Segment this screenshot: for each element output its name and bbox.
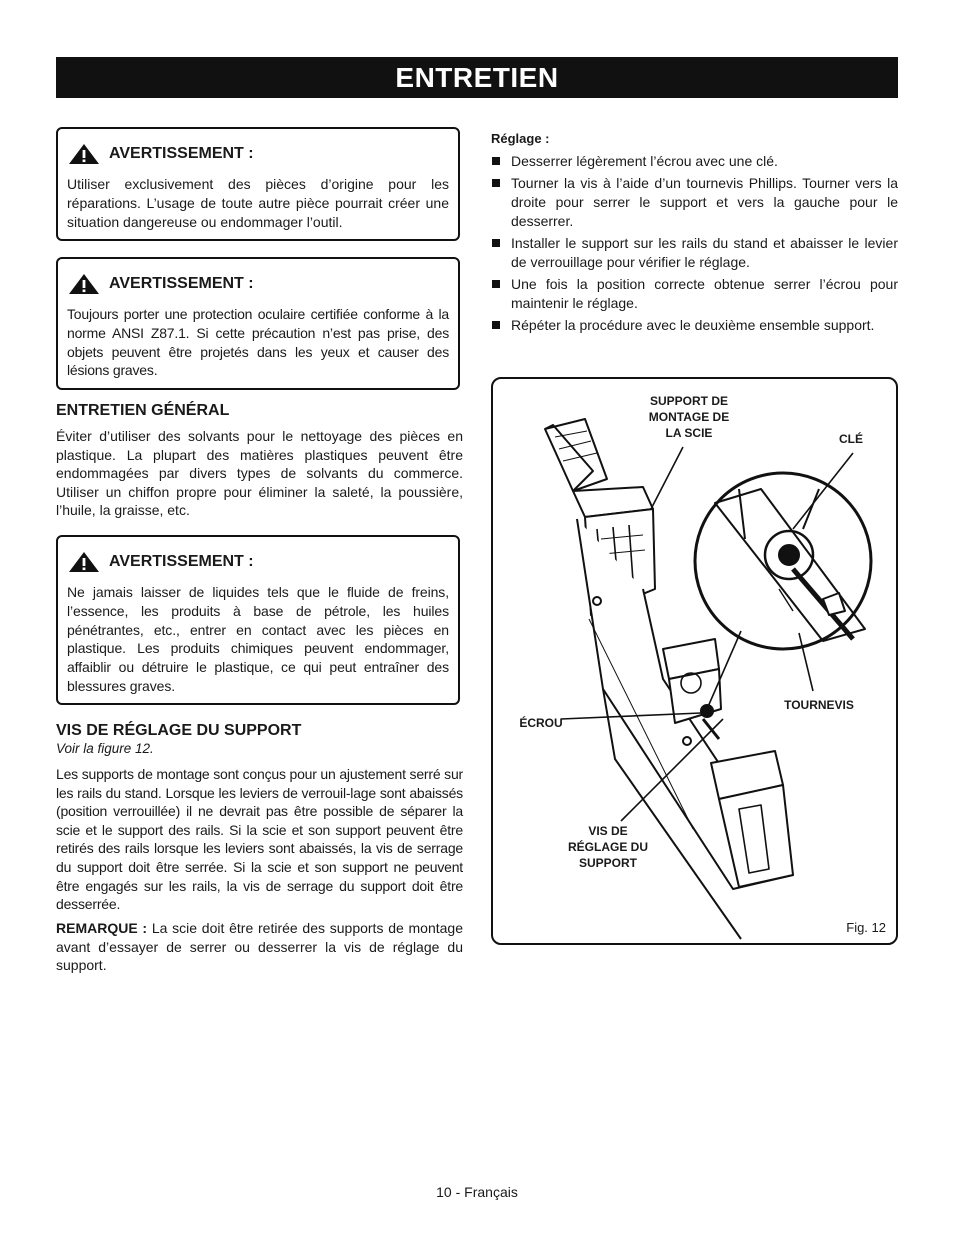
mounting-bracket-illustration: [493, 379, 895, 942]
adjustment-section: [491, 131, 898, 338]
warning-text: Ne jamais laisser de liquides tels que le fluide de freins, l’essence, les produits à base de pétrole, les huiles pénétrantes, etc., entrer en contact avec les pièces en plastique. Les produits chimiques peuvent endommager, affaiblir ou détruire le plastique, ce qui peut entraîner des blessures graves.: [67, 584, 449, 694]
warning-box-1: [56, 127, 460, 241]
figure-caption: Fig. 12: [846, 920, 886, 935]
warning-label: AVERTISSEMENT :: [109, 145, 254, 162]
warning-text: Utiliser exclusivement des pièces d’origine pour les réparations. L’usage de toute autre pièce pourrait créer une situation dangereuse ou endommager l’outil.: [67, 176, 449, 230]
page-title: ENTRETIEN: [56, 57, 898, 98]
warning-triangle-icon: [68, 143, 100, 165]
list-item: Installer le support sur les rails du stand et abaisser le levier de verrouillage pour vérifier le réglage.: [491, 234, 898, 272]
list-item: Une fois la position correcte obtenue serrer l’écrou pour maintenir le réglage.: [491, 275, 898, 313]
warning-label: AVERTISSEMENT :: [109, 553, 254, 570]
adjustment-label: Réglage :: [491, 131, 550, 146]
page-number: 10 - Français: [436, 1184, 518, 1200]
figure-12: [491, 377, 898, 945]
figure-reference: Voir la figure 12.: [56, 741, 154, 756]
warning-triangle-icon: [68, 273, 100, 295]
note-text: La scie doit être retirée des supports de montage avant d’essayer de serrer ou desserrer la vis de réglage du support.: [56, 920, 463, 974]
list-item: Répéter la procédure avec le deuxième ensemble support.: [491, 316, 898, 335]
warning-text: Toujours porter une protection oculaire certifiée conforme à la norme ANSI Z87.1. Si cette précaution n’est pas prise, des objets peuvent être projetés dans les yeux et causer des lésions graves.: [67, 306, 449, 379]
general-text: Éviter d’utiliser des solvants pour le nettoyage des pièces en plastique. La plupart des matières plastiques peuvent être endommagées par divers types de solvants du commerce. Utiliser un chiffon propre pour éliminer la saleté, la poussière, l’huile, la graisse, etc.: [56, 428, 463, 519]
note-paragraph: [56, 919, 463, 975]
section-heading-screw: VIS DE RÉGLAGE DU SUPPORT: [56, 722, 302, 739]
warning-label: AVERTISSEMENT :: [109, 275, 254, 292]
warning-box-2: [56, 257, 460, 390]
section-heading-general: ENTRETIEN GÉNÉRAL: [56, 402, 230, 419]
callout-tournevis: TOURNEVIS: [784, 698, 854, 712]
list-item: Desserrer légèrement l’écrou avec une clé.: [491, 152, 898, 171]
callout-ecrou: ÉCROU: [519, 716, 563, 730]
list-item: Tourner la vis à l’aide d’un tournevis Phillips. Tourner vers la droite pour serrer le support et vers la gauche pour le desserrer.: [491, 174, 898, 231]
callout-cle: CLÉ: [839, 432, 863, 446]
screw-text: Les supports de montage sont conçus pour un ajustement serré sur les rails du stand. Lorsque les leviers de verrouil-lage sont abaissés (position verrouillée) il ne devrait pas être possible de séparer la scie et le support des rails. Si la scie et son support peuvent être retirés des rails lorsque les leviers sont abaissés, la vis de serrage du support doit être serrée. Si la scie et son support ne peuvent être engagés sur les rails, la vis de serrage du support doit être desserrée.: [56, 766, 463, 913]
note-label: REMARQUE :: [56, 920, 148, 936]
adjustment-steps: [491, 152, 898, 335]
callout-vis: VIS DE RÉGLAGE DU SUPPORT: [567, 824, 648, 870]
callout-support: SUPPORT DE MONTAGE DE LA SCIE: [648, 394, 730, 440]
warning-box-3: [56, 535, 460, 705]
warning-triangle-icon: [68, 551, 100, 573]
